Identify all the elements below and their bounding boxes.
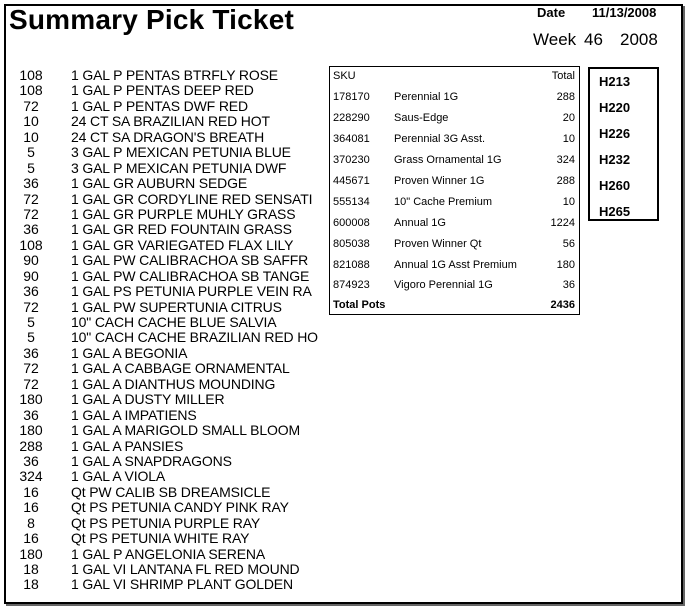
page-title: Summary Pick Ticket bbox=[9, 4, 294, 35]
pick-row bbox=[19, 377, 324, 392]
sku-header: SKU bbox=[333, 70, 356, 82]
pick-qty: 10 bbox=[23, 114, 39, 130]
house-code: H265 bbox=[599, 204, 631, 219]
pick-row bbox=[19, 469, 324, 484]
date-label: Date bbox=[537, 5, 566, 20]
pick-desc: 10" CACH CACHE BLUE SALVIA bbox=[71, 315, 277, 330]
house-code: H226 bbox=[599, 126, 631, 141]
pick-row bbox=[19, 176, 324, 191]
total-pots-label: Total Pots bbox=[333, 299, 386, 311]
pick-row bbox=[19, 531, 324, 546]
sku-code: 228290 bbox=[333, 112, 370, 124]
house-code: H260 bbox=[599, 178, 631, 193]
pick-row bbox=[19, 485, 324, 500]
pick-row bbox=[19, 238, 324, 253]
pick-qty: 72 bbox=[23, 361, 39, 377]
pick-row bbox=[19, 130, 324, 145]
sku-row bbox=[330, 112, 579, 126]
pick-desc: 24 CT SA DRAGON'S BREATH bbox=[71, 129, 265, 145]
pick-desc: Qt PW CALIB SB DREAMSICLE bbox=[71, 484, 271, 500]
sku-row bbox=[330, 259, 579, 273]
pick-desc: 1 GAL A MARIGOLD SMALL BLOOM bbox=[71, 423, 300, 439]
pick-row bbox=[19, 192, 324, 207]
sku-code: 874923 bbox=[333, 279, 370, 291]
pick-qty: 180 bbox=[19, 392, 43, 408]
sku-description: Proven Winner 1G bbox=[394, 175, 485, 187]
pick-desc: 10" CACH CACHE BRAZILIAN RED HO bbox=[71, 330, 318, 346]
pick-row bbox=[19, 423, 324, 438]
pick-qty: 10 bbox=[23, 129, 39, 145]
sku-code: 555134 bbox=[333, 196, 370, 208]
pick-row bbox=[19, 145, 324, 160]
pick-desc: 24 CT SA BRAZILIAN RED HOT bbox=[71, 114, 270, 130]
pick-row bbox=[19, 222, 324, 237]
sku-description: Vigoro Perennial 1G bbox=[394, 279, 493, 291]
pick-desc: 3 GAL P MEXICAN PETUNIA DWF bbox=[71, 160, 287, 176]
pick-qty: 18 bbox=[23, 577, 39, 593]
pick-row bbox=[19, 83, 324, 98]
sku-total: 1224 bbox=[550, 217, 575, 229]
sku-code: 178170 bbox=[333, 91, 370, 103]
pick-qty: 36 bbox=[23, 453, 39, 469]
pick-desc: 1 GAL GR VARIEGATED FLAX LILY bbox=[71, 237, 294, 253]
sku-total: 288 bbox=[556, 175, 575, 187]
sku-code: 821088 bbox=[333, 259, 370, 271]
pick-desc: 1 GAL A PANSIES bbox=[71, 438, 184, 454]
pick-row bbox=[19, 577, 324, 592]
sku-code: 600008 bbox=[333, 217, 370, 229]
pick-row bbox=[19, 547, 324, 562]
pick-qty: 18 bbox=[23, 562, 39, 577]
pick-row bbox=[19, 284, 324, 299]
pick-desc: 1 GAL PW SUPERTUNIA CITRUS bbox=[71, 299, 282, 315]
pick-qty: 36 bbox=[23, 284, 39, 300]
pick-qty: 180 bbox=[19, 423, 43, 439]
week-year: 2008 bbox=[620, 30, 658, 49]
pick-qty: 36 bbox=[23, 176, 39, 192]
pick-desc: 1 GAL PW CALIBRACHOA SB SAFFR bbox=[71, 253, 309, 269]
sku-description: Grass Ornamental 1G bbox=[394, 154, 502, 166]
pick-row bbox=[19, 330, 324, 345]
pick-row bbox=[19, 315, 324, 330]
week-number: 46 bbox=[584, 30, 603, 49]
pick-row bbox=[19, 253, 324, 268]
pick-desc: 1 GAL P PENTAS DEEP RED bbox=[71, 83, 254, 99]
pick-desc: 1 GAL PW CALIBRACHOA SB TANGE bbox=[71, 268, 310, 284]
sku-code: 805038 bbox=[333, 238, 370, 250]
pick-desc: 1 GAL P ANGELONIA SERENA bbox=[71, 546, 266, 562]
pick-desc: 1 GAL A BEGONIA bbox=[71, 345, 188, 361]
pick-qty: 36 bbox=[23, 222, 39, 238]
sku-description: Annual 1G bbox=[394, 217, 446, 229]
pick-desc: 1 GAL GR PURPLE MUHLY GRASS bbox=[71, 206, 296, 222]
pick-desc: 1 GAL GR AUBURN SEDGE bbox=[71, 176, 248, 192]
pick-row bbox=[19, 346, 324, 361]
pick-row bbox=[19, 516, 324, 531]
pick-row bbox=[19, 454, 324, 469]
sku-description: Perennial 3G Asst. bbox=[394, 133, 486, 145]
pick-qty: 16 bbox=[23, 531, 39, 547]
house-list bbox=[588, 67, 659, 221]
pick-qty: 90 bbox=[23, 268, 39, 284]
pick-qty: 72 bbox=[23, 299, 39, 315]
pick-row bbox=[19, 99, 324, 114]
date-value: 11/13/2008 bbox=[592, 5, 657, 20]
pick-qty: 5 bbox=[27, 160, 35, 176]
pick-qty: 5 bbox=[27, 145, 35, 161]
pick-row bbox=[19, 300, 324, 315]
pick-row bbox=[19, 439, 324, 454]
sku-total: 10 bbox=[562, 196, 575, 208]
pick-row bbox=[19, 500, 324, 515]
pick-desc: 1 GAL A CABBAGE ORNAMENTAL bbox=[71, 361, 290, 377]
sku-table-header bbox=[330, 70, 579, 84]
sku-total: 20 bbox=[562, 112, 575, 124]
pick-qty: 288 bbox=[19, 438, 43, 454]
pick-desc: 1 GAL P PENTAS DWF RED bbox=[71, 98, 248, 114]
pick-qty: 72 bbox=[23, 191, 39, 207]
pick-row bbox=[19, 161, 324, 176]
pick-qty: 5 bbox=[27, 330, 35, 346]
pick-desc: 1 GAL A SNAPDRAGONS bbox=[71, 453, 232, 469]
pick-qty: 108 bbox=[19, 237, 43, 253]
pick-desc: 1 GAL A DIANTHUS MOUNDING bbox=[71, 376, 276, 392]
sku-row bbox=[330, 154, 579, 168]
pick-row bbox=[19, 361, 324, 376]
pick-qty: 72 bbox=[23, 206, 39, 222]
pick-row bbox=[19, 68, 324, 83]
sku-total: 288 bbox=[556, 91, 575, 103]
sku-total: 56 bbox=[562, 238, 575, 250]
sku-row bbox=[330, 133, 579, 147]
pick-desc: 1 GAL A IMPATIENS bbox=[71, 407, 197, 423]
sku-row bbox=[330, 279, 579, 293]
pick-desc: 1 GAL GR CORDYLINE RED SENSATI bbox=[71, 191, 313, 207]
pick-row bbox=[19, 408, 324, 423]
pick-row bbox=[19, 392, 324, 407]
pick-qty: 72 bbox=[23, 376, 39, 392]
house-code: H220 bbox=[599, 100, 631, 115]
house-code: H232 bbox=[599, 152, 631, 167]
pick-qty: 180 bbox=[19, 546, 43, 562]
pick-qty: 108 bbox=[19, 83, 43, 99]
pick-desc: Qt PS PETUNIA WHITE RAY bbox=[71, 531, 250, 547]
sku-summary-table bbox=[329, 66, 580, 315]
sku-row bbox=[330, 175, 579, 189]
pick-row bbox=[19, 269, 324, 284]
pick-row bbox=[19, 207, 324, 222]
pick-row bbox=[19, 562, 324, 577]
total-pots-value: 2436 bbox=[550, 299, 575, 311]
pick-qty: 16 bbox=[23, 484, 39, 500]
pick-desc: 1 GAL GR RED FOUNTAIN GRASS bbox=[71, 222, 292, 238]
pick-qty: 8 bbox=[27, 515, 35, 531]
sku-total: 36 bbox=[562, 279, 575, 291]
sku-row bbox=[330, 91, 579, 105]
house-code: H213 bbox=[599, 74, 631, 89]
sku-description: Annual 1G Asst Premium bbox=[394, 259, 517, 271]
pick-desc: 1 GAL VI LANTANA FL RED MOUND bbox=[71, 562, 300, 577]
sku-total: 10 bbox=[562, 133, 575, 145]
pick-qty: 5 bbox=[27, 315, 35, 330]
sku-description: Proven Winner Qt bbox=[394, 238, 482, 250]
sku-code: 445671 bbox=[333, 175, 370, 187]
pick-desc: 1 GAL A DUSTY MILLER bbox=[71, 392, 225, 408]
pick-qty: 72 bbox=[23, 98, 39, 114]
pick-desc: 1 GAL VI SHRIMP PLANT GOLDEN bbox=[71, 577, 293, 593]
pick-qty: 16 bbox=[23, 500, 39, 516]
pick-list bbox=[19, 68, 324, 593]
sku-row bbox=[330, 238, 579, 252]
pick-qty: 108 bbox=[19, 68, 43, 83]
sku-row bbox=[330, 196, 579, 210]
sku-description: 10" Cache Premium bbox=[394, 196, 493, 208]
sku-code: 370230 bbox=[333, 154, 370, 166]
week-label: Week bbox=[533, 30, 577, 49]
sku-total: 324 bbox=[556, 154, 575, 166]
pick-qty: 36 bbox=[23, 407, 39, 423]
sku-description: Saus-Edge bbox=[394, 112, 449, 124]
sku-row bbox=[330, 217, 579, 231]
pick-desc: 1 GAL P PENTAS BTRFLY ROSE bbox=[71, 68, 278, 83]
pick-desc: 1 GAL PS PETUNIA PURPLE VEIN RA bbox=[71, 284, 312, 300]
pick-qty: 324 bbox=[19, 469, 43, 485]
pick-desc: Qt PS PETUNIA CANDY PINK RAY bbox=[71, 500, 289, 516]
pick-qty: 36 bbox=[23, 345, 39, 361]
sku-total: 180 bbox=[556, 259, 575, 271]
pick-desc: 1 GAL A VIOLA bbox=[71, 469, 166, 485]
total-header: Total bbox=[551, 70, 575, 82]
sku-code: 364081 bbox=[333, 133, 370, 145]
pick-desc: Qt PS PETUNIA PURPLE RAY bbox=[71, 515, 261, 531]
sku-description: Perennial 1G bbox=[394, 91, 459, 103]
pick-desc: 3 GAL P MEXICAN PETUNIA BLUE bbox=[71, 145, 291, 161]
week-row bbox=[533, 30, 658, 50]
pick-row bbox=[19, 114, 324, 129]
pick-qty: 90 bbox=[23, 253, 39, 269]
